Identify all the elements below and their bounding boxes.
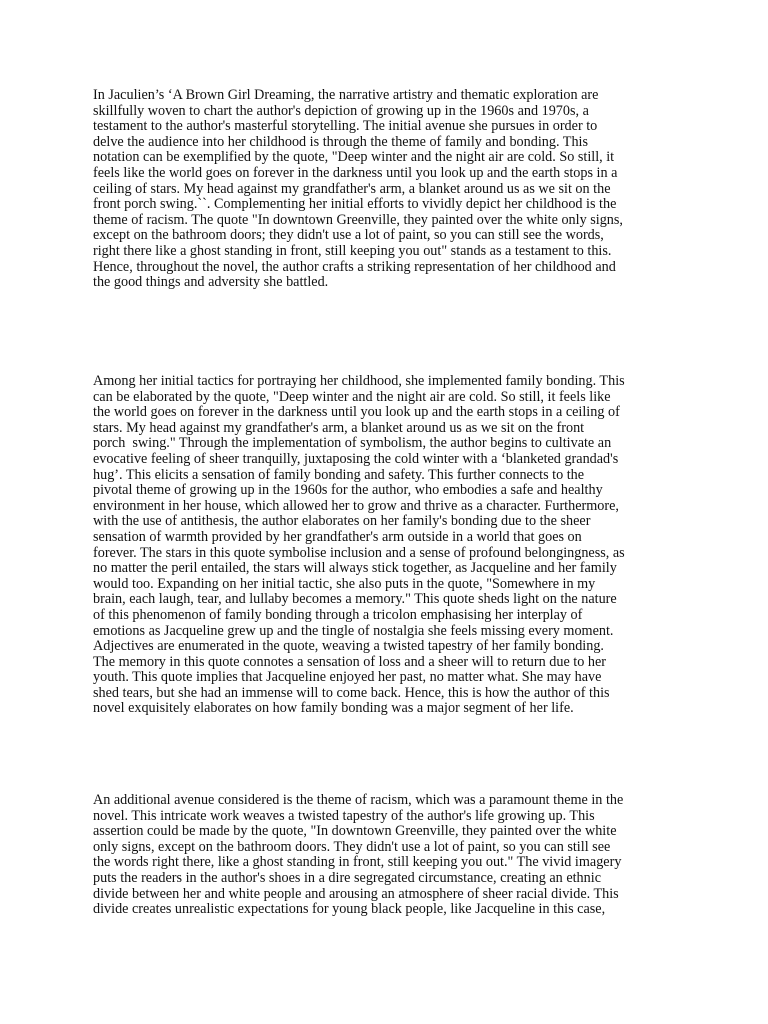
- text-line: right there like a ghost standing in front, still keeping you out" stands as a testament to this.: [93, 242, 612, 259]
- text-line: pivotal theme of growing up in the 1960s for the author, who embodies a safe and healthy: [93, 482, 603, 499]
- text-line: divide between her and white people and arousing an atmosphere of sheer racial divide. This: [93, 885, 619, 902]
- text-line: testament to the author's masterful storytelling. The initial avenue she pursues in order to: [93, 118, 598, 135]
- text-line: novel. This intricate work weaves a twisted tapestry of the author's life growing up. This: [93, 807, 595, 824]
- text-line: hug’. This elicits a sensation of family bonding and safety. This further connects to the: [93, 466, 585, 483]
- text-line: puts the readers in the author's shoes in a dire segregated circumstance, creating an ethnic: [93, 869, 601, 886]
- text-line: divide creates unrealistic expectations for young black people, like Jacqueline in this case,: [93, 901, 606, 918]
- text-line: brain, each laugh, tear, and lullaby becomes a memory." This quote sheds light on the nature: [93, 591, 617, 608]
- paragraph-introduction: [93, 88, 683, 291]
- text-line: stars. My head against my grandfather's arm, a blanket around us as we sit on the front: [93, 419, 585, 436]
- text-line: except on the bathroom doors; they didn't use a lot of paint, so you can still see the words,: [93, 227, 604, 244]
- text-line: delve the audience into her childhood is through the theme of family and bonding. This: [93, 133, 589, 150]
- text-line: ceiling of stars. My head against my grandfather's arm, a blanket around us as we sit on the: [93, 180, 611, 197]
- text-line: emotions as Jacqueline grew up and the tingle of nostalgia she feels missing every moment.: [93, 622, 614, 639]
- text-line: evocative feeling of sheer tranquilly, juxtaposing the cold winter with a ‘blanketed grandad's: [93, 450, 619, 467]
- text-line: Adjectives are enumerated in the quote, weaving a twisted tapestry of her family bonding.: [93, 638, 604, 655]
- text-line: would too. Expanding on her initial tactic, she also puts in the quote, "Somewhere in my: [93, 575, 596, 592]
- text-line: sensation of warmth provided by her grandfather's arm outside in a world that goes on: [93, 528, 582, 545]
- text-line: assertion could be made by the quote, "In downtown Greenville, they painted over the white: [93, 823, 617, 840]
- text-line: novel exquisitely elaborates on how family bonding was a major segment of her life.: [93, 700, 574, 717]
- text-line: skillfully woven to chart the author's depiction of growing up in the 1960s and 1970s, a: [93, 102, 589, 119]
- text-line: feels like the world goes on forever in the darkness until you look up and the earth stops in a: [93, 164, 618, 181]
- text-line: theme of racism. The quote "In downtown Greenville, they painted over the white only signs,: [93, 211, 623, 228]
- text-line: notation can be exemplified by the quote, "Deep winter and the night air are cold. So still, it: [93, 149, 615, 166]
- text-line: environment in her house, which allowed her to grow and thrive as a character. Furthermore,: [93, 497, 619, 514]
- paragraph-racism: [93, 793, 683, 918]
- text-line: no matter the peril entailed, the stars will always stick together, as Jacqueline and her family: [93, 560, 617, 577]
- text-line: Among her initial tactics for portraying her childhood, she implemented family bonding. This: [93, 373, 625, 389]
- paragraph-family-bonding: [93, 374, 683, 717]
- text-line: only signs, except on the bathroom doors. They didn't use a lot of paint, so you can still see: [93, 838, 611, 855]
- text-line: youth. This quote implies that Jacqueline enjoyed her past, no matter what. She may have: [93, 669, 602, 686]
- text-line: An additional avenue considered is the theme of racism, which was a paramount theme in the: [93, 792, 624, 808]
- text-line: Hence, throughout the novel, the author crafts a striking representation of her childhood and: [93, 258, 616, 275]
- text-line: porch swing." Through the implementation of symbolism, the author begins to cultivate an: [93, 435, 612, 452]
- text-line: The memory in this quote connotes a sensation of loss and a sheer will to return due to her: [93, 653, 606, 670]
- text-line: forever. The stars in this quote symbolise inclusion and a sense of profound belongingness, as: [93, 544, 625, 561]
- text-line: with the use of antithesis, the author elaborates on her family's bonding due to the sheer: [93, 513, 591, 530]
- text-line: the words right there, like a ghost standing in front, still keeping you out." The vivid imagery: [93, 854, 622, 871]
- text-line: can be elaborated by the quote, "Deep winter and the night air are cold. So still, it feels like: [93, 388, 611, 405]
- text-line: shed tears, but she had an immense will to come back. Hence, this is how the author of this: [93, 684, 610, 701]
- text-line: In Jaculien’s ‘A Brown Girl Dreaming, the narrative artistry and thematic exploration are: [93, 87, 599, 103]
- text-line: front porch swing.``. Complementing her initial efforts to vividly depict her childhood is the: [93, 196, 617, 213]
- text-line: the world goes on forever in the darkness until you look up and the earth stops in a ceiling of: [93, 404, 620, 421]
- text-line: the good things and adversity she battled.: [93, 274, 329, 291]
- text-line: of this phenomenon of family bonding through a tricolon emphasising her interplay of: [93, 606, 583, 623]
